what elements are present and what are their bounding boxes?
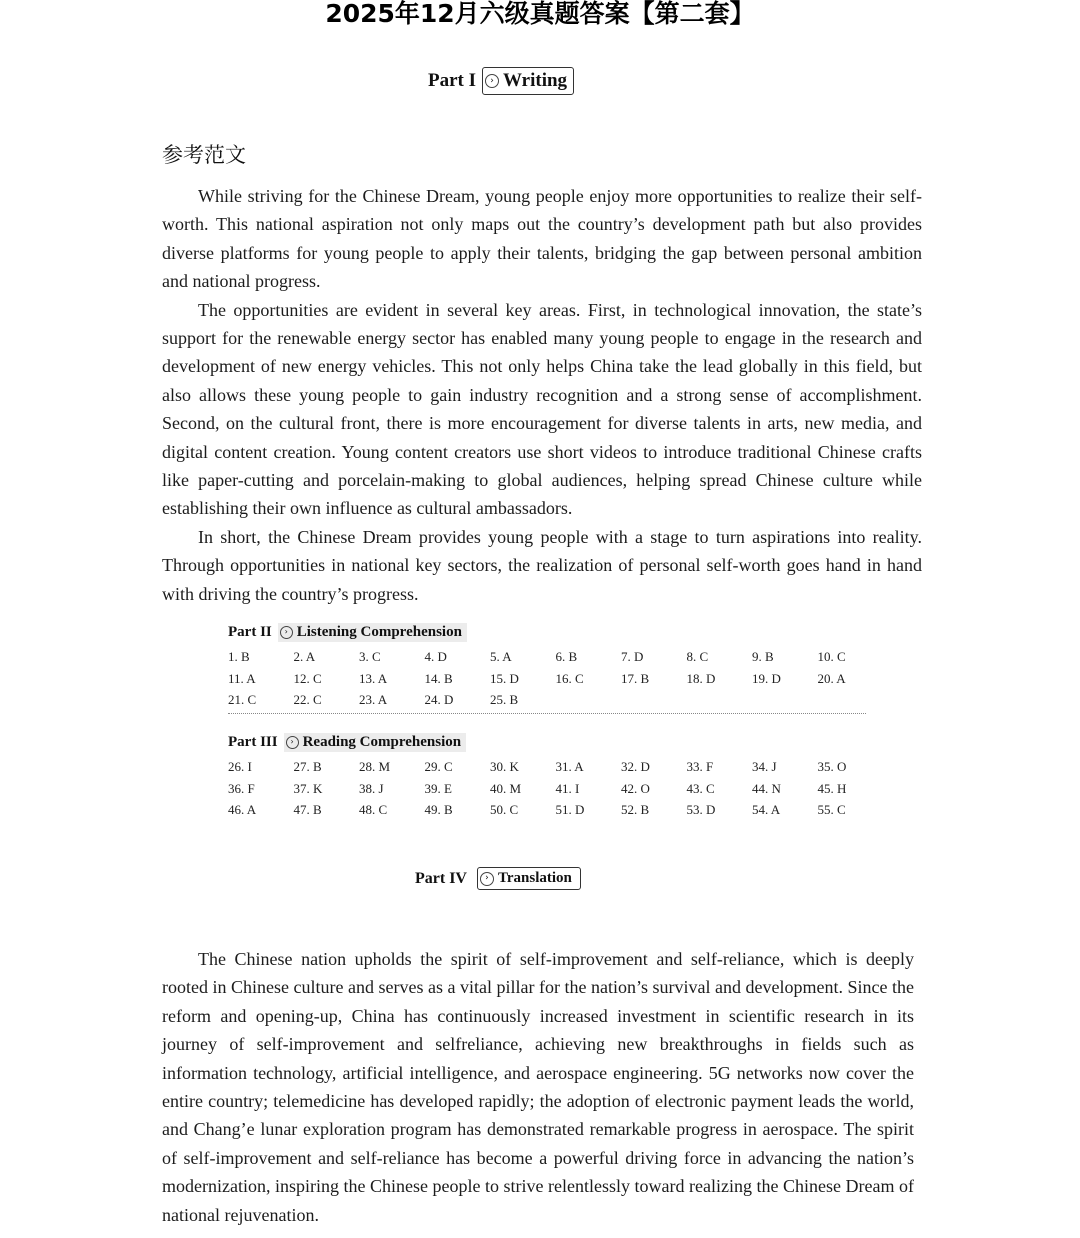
answer-item: 55. C <box>817 802 846 818</box>
reading-answer-grid <box>228 756 868 821</box>
answer-item: 37. K <box>293 780 323 796</box>
answer-item: 17. B <box>621 670 650 686</box>
answer-item: 2. A <box>293 649 316 664</box>
answer-item: 28. M <box>359 759 391 774</box>
answer-item: 46. A <box>228 802 257 818</box>
part1-heading <box>428 67 574 95</box>
essay-paragraph: While striving for the Chinese Dream, young people enjoy more opportunities to realize their self-worth. This national aspiration not only maps out the country’s development path but also provides diverse platforms for young people to apply their talents, bridging the gap between personal ambition and national progress. <box>162 186 922 292</box>
answer-item: 26. I <box>228 759 252 774</box>
chevron-right-circle-icon: › <box>286 736 299 749</box>
answer-item: 48. C <box>359 802 388 818</box>
answer-item: 5. A <box>490 649 512 664</box>
part1-name-box <box>482 67 574 95</box>
answer-item: 1. B <box>228 649 250 664</box>
answer-item: 39. E <box>424 780 452 796</box>
answer-item: 13. A <box>359 670 388 686</box>
answer-item: 21. C <box>228 692 257 708</box>
essay-paragraph: In short, the Chinese Dream provides young people with a stage to turn aspirations into reality. Through opportunities in national key sectors, the realization of personal self-worth goes hand in hand with driving the country’s progress. <box>162 526 922 604</box>
part4-name: Translation <box>497 870 572 886</box>
chevron-right-circle-icon: › <box>485 74 499 88</box>
answer-item: 11. A <box>228 670 256 686</box>
chevron-right-circle-icon: › <box>280 626 293 639</box>
answer-item: 10. C <box>817 649 846 664</box>
answer-item: 38. J <box>359 780 384 796</box>
listening-answer-grid <box>228 646 868 711</box>
answer-item: 45. H <box>817 780 847 796</box>
answer-item: 18. D <box>686 670 716 686</box>
part2-name-tag <box>278 623 467 642</box>
answer-item: 22. C <box>293 692 322 708</box>
section-divider <box>228 713 866 714</box>
part2-label: Part II <box>228 623 272 640</box>
answer-item: 9. B <box>752 649 774 664</box>
answer-item: 41. I <box>555 780 580 796</box>
chevron-right-circle-icon: › <box>480 872 494 886</box>
translation-paragraph: The Chinese nation upholds the spirit of self-improvement and self-reliance, which is deeply rooted in Chinese culture and serves as a vital pillar for the nation’s survival and development. Since the reform and opening-up, China has continuously increased investment in scientific research in its journey of self-improvement and selfreliance, achieving new breakthroughs in fields such as information technology, artificial intelligence, and aerospace engineering. 5G networks now cover the entire country; telemedicine has developed rapidly; the adoption of electronic payment leads the world, and Chang’e lunar exploration program has demonstrated remarkable progress in aerospace. The spirit of self-improvement and self-reliance has become a powerful driving force in advancing the nation’s modernization, inspiring the Chinese people to strive relentlessly toward realizing the Chinese Dream of national rejuvenation. <box>162 949 914 1225</box>
answer-item: 4. D <box>424 649 447 664</box>
part4-heading <box>415 867 581 890</box>
answer-item: 8. C <box>686 649 709 664</box>
answer-item: 42. O <box>621 780 650 796</box>
answer-item: 49. B <box>424 802 453 818</box>
answer-item: 40. M <box>490 780 522 796</box>
part2-name: Listening Comprehension <box>296 623 462 640</box>
part3-label: Part III <box>228 733 278 750</box>
part1-label: Part I <box>428 70 477 91</box>
essay-paragraph: The opportunities are evident in several key areas. First, in technological innovation, the state’s support for the renewable energy sector has enabled many young people to engage in the research and development of new energy vehicles. This not only helps China take the lead globally in this field, but also allows these young people to gain industry recognition and a strong sense of accomplishment. Second, on the cultural front, there is more encouragement for diverse talents in arts, new media, and digital content creation. Young content creators use short videos to introduce traditional Chinese crafts like paper-cutting and porcelain-making to global audiences, helping spread Chinese culture while establishing their own influence as cultural ambassadors. <box>162 299 922 519</box>
answer-item: 33. F <box>686 759 714 774</box>
answer-item: 30. K <box>490 759 519 774</box>
answer-item: 31. A <box>555 759 584 774</box>
answer-item: 32. D <box>621 759 650 774</box>
answer-item: 23. A <box>359 692 388 708</box>
answer-item: 19. D <box>752 670 781 686</box>
answer-item: 3. C <box>359 649 381 664</box>
part4-label: Part IV <box>415 869 467 887</box>
part1-name: Writing <box>503 70 568 91</box>
part3-heading <box>228 731 868 753</box>
reading-section <box>228 731 868 821</box>
answer-item: 34. J <box>752 759 777 774</box>
answer-item: 24. D <box>424 692 454 708</box>
answer-item: 27. B <box>293 759 322 774</box>
answer-item: 6. B <box>555 649 578 664</box>
translation-text <box>162 945 914 1229</box>
answer-item: 20. A <box>817 670 846 686</box>
answer-item: 47. B <box>293 802 322 818</box>
answer-item: 44. N <box>752 780 781 796</box>
answer-item: 54. A <box>752 802 781 818</box>
answer-item: 25. B <box>490 692 519 708</box>
answer-item: 51. D <box>555 802 585 818</box>
part3-name-tag <box>284 733 467 752</box>
part2-heading <box>228 621 868 643</box>
answer-item: 15. D <box>490 670 519 686</box>
answer-item: 43. C <box>686 780 715 796</box>
answer-item: 29. C <box>424 759 453 774</box>
answer-item: 53. D <box>686 802 716 818</box>
writing-essay <box>162 182 922 608</box>
answer-item: 7. D <box>621 649 644 664</box>
part3-name: Reading Comprehension <box>302 733 462 750</box>
answer-item: 12. C <box>293 670 322 686</box>
listening-section <box>228 621 868 711</box>
part4-name-box <box>477 867 581 890</box>
answer-item: 36. F <box>228 780 255 796</box>
page-title: 2025年12月六级真题答案【第二套】 <box>325 0 755 28</box>
answer-item: 35. O <box>817 759 847 774</box>
answer-item: 52. B <box>621 802 650 818</box>
sample-essay-title: 参考范文 <box>162 143 246 167</box>
answer-item: 16. C <box>555 670 584 686</box>
answer-item: 50. C <box>490 802 519 818</box>
answer-item: 14. B <box>424 670 453 686</box>
